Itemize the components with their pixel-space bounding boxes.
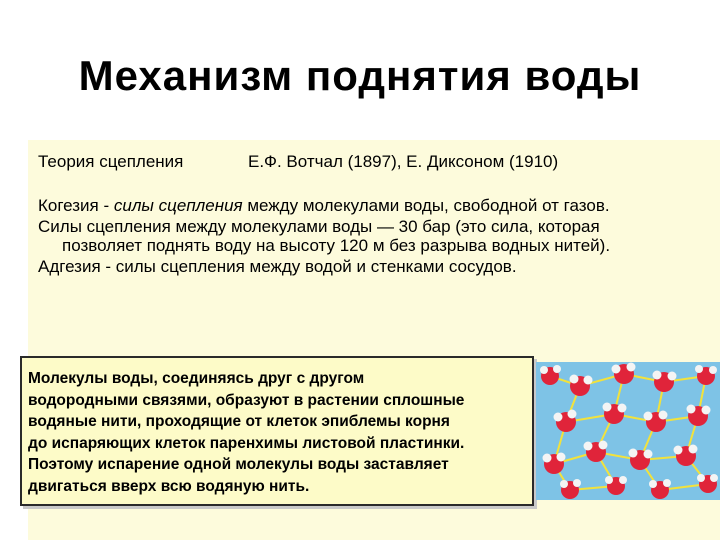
explanation-text <box>28 368 534 497</box>
explanation-line: водяные нити, проходящие от клеток эпиблемы корня <box>28 413 450 430</box>
paragraph-cohesion-force: Силы сцепления между молекулами воды — 30 бар (это сила, которая позволяет поднять воду на высоту 120 м без разрыва водных нитей). <box>38 217 611 255</box>
explanation-line: до испаряющих клеток паренхимы листовой пластинки. <box>28 434 465 452</box>
cohesion-rest: между молекулами воды, свободной от газов. <box>242 196 610 215</box>
cohesion-term-emphasis: силы сцепления <box>113 196 243 215</box>
theory-name: Теория сцепления <box>38 152 184 171</box>
paragraphs <box>38 196 678 278</box>
paragraph-adhesion: Адгезия - силы сцепления между водой и стенками сосудов. <box>38 257 517 276</box>
theory-authors: Е.Ф. Вотчал (1897), Е. Диксоном (1910) <box>248 152 559 171</box>
water-molecules-icon <box>536 352 720 500</box>
explanation-line: Поэтому испарение одной молекулы воды заставляет <box>28 456 449 473</box>
explanation-line: водородными связями, образуют в растении сплошные <box>28 391 465 409</box>
explanation-box <box>20 356 534 506</box>
explanation-line: Молекулы воды, соединяясь друг с другом <box>28 370 365 387</box>
cohesion-term: Когезия - <box>38 196 114 215</box>
paragraph-cohesion <box>38 196 678 215</box>
slide-title: Механизм поднятия воды <box>78 52 642 99</box>
explanation-line: двигаться вверх всю водяную нить. <box>28 477 310 495</box>
